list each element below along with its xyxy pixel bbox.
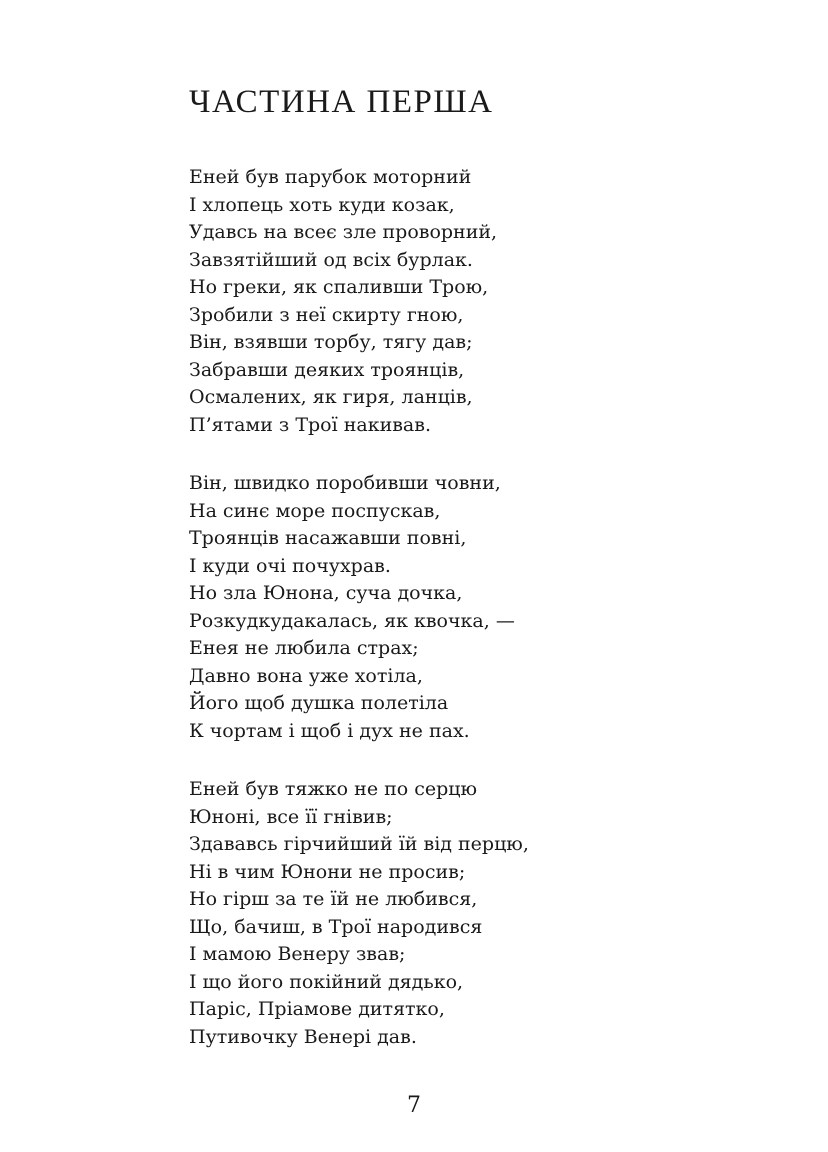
verse-line: Завзятійший од всіх бурлак. <box>189 248 473 271</box>
verse-line: Його щоб душка полетіла <box>189 692 449 714</box>
verse-line: Но греки, як спаливши Трою, <box>189 276 489 298</box>
verse-line: На синє море поспускав, <box>189 499 441 522</box>
verse-line: Но зла Юнона, суча дочка, <box>189 582 463 604</box>
verse-line: І мамою Венеру звав; <box>189 943 406 965</box>
stanza-1 <box>189 164 497 439</box>
verse-line: П’ятами з Трої накивав. <box>189 413 431 436</box>
verse-line: Троянців насажавши повні, <box>189 527 467 549</box>
verse-line: Що, бачиш, в Трої народився <box>189 915 483 938</box>
verse-line: Удавсь на всеє зле проворний, <box>189 221 498 243</box>
verse-line: Розкудкудакалась, як квочка, — <box>189 609 515 632</box>
verse-line: Еней був тяжко не по серцю <box>189 778 478 800</box>
verse-line: Забравши деяких троянців, <box>189 358 465 381</box>
stanza-3 <box>189 776 529 1051</box>
verse-line: Юноні, все її гнівив; <box>189 805 393 828</box>
verse-line: Він, швидко поробивши човни, <box>189 472 501 494</box>
verse-line: І куди очі почухрав. <box>189 554 391 577</box>
stanza-2 <box>189 470 515 745</box>
verse-line: Осмалених, як гиря, ланців, <box>189 386 473 408</box>
verse-line: Ні в чим Юнони не просив; <box>189 860 466 883</box>
page-title: ЧАСТИНА ПЕРША <box>189 84 494 120</box>
verse-line: К чортам і щоб і дух не пах. <box>189 719 470 742</box>
verse-line: Здававсь гірчийший їй від перцю, <box>189 833 529 855</box>
verse-line: Він, взявши торбу, тягу дав; <box>189 331 473 353</box>
verse-line: Паріс, Пріамове дитятко, <box>189 998 445 1020</box>
page-number: 7 <box>407 1093 421 1118</box>
verse-line: Путивочку Венері дав. <box>189 1025 417 1048</box>
verse-line: Давно вона уже хотіла, <box>189 664 423 687</box>
verse-line: Но гірш за те їй не любився, <box>189 888 478 910</box>
verse-line: Енея не любила страх; <box>189 637 419 659</box>
verse-line: І хлопець хоть куди козак, <box>189 193 455 216</box>
verse-line: І що його покійний дядько, <box>189 970 464 993</box>
verse-line: Еней був парубок моторний <box>189 166 472 188</box>
verse-line: Зробили з неї скирту гною, <box>189 303 464 326</box>
